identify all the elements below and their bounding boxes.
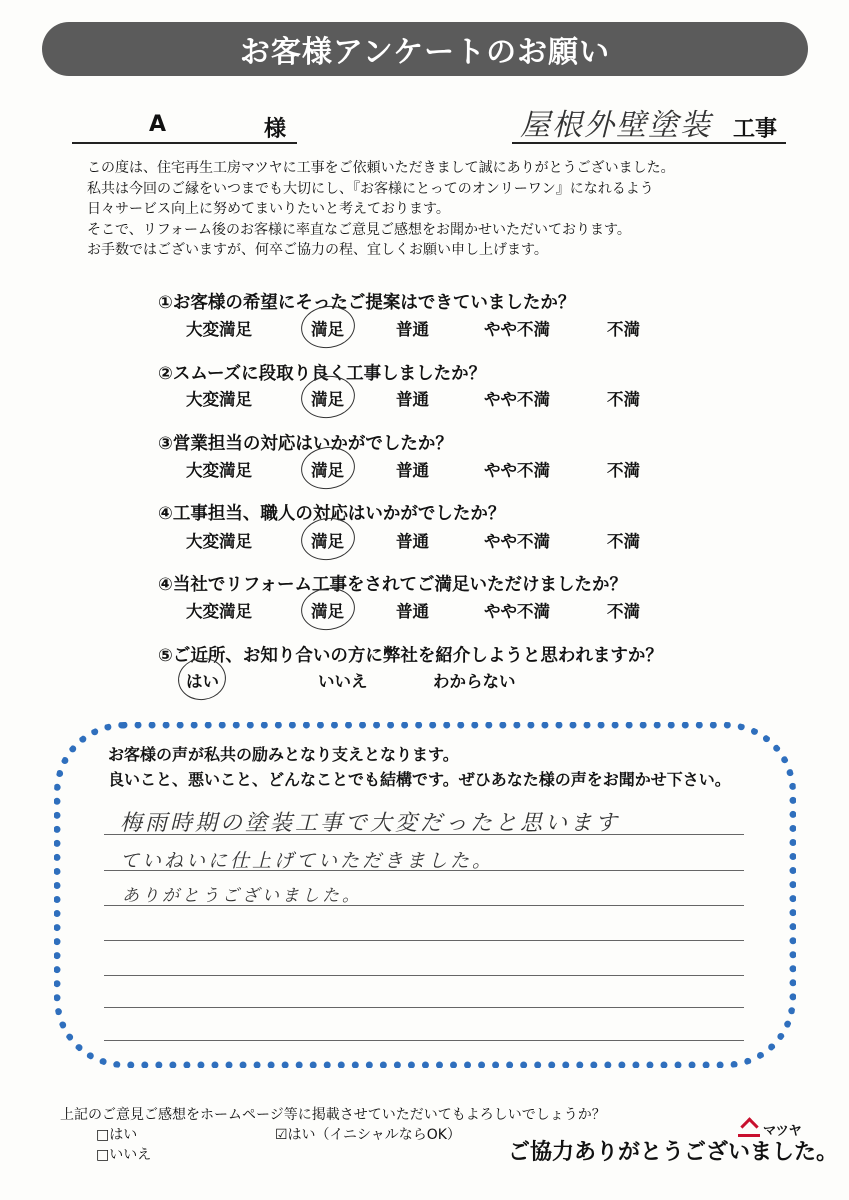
q5-option-normal[interactable]: 普通	[396, 602, 429, 621]
q2-option-satisfied[interactable]: 満足	[311, 390, 344, 409]
q3-option-satisfied[interactable]: 満足	[311, 461, 344, 480]
consent-initials-checkbox[interactable]: ☑はい（イニシャルならOK）	[275, 1127, 461, 1143]
q1-option-satisfied[interactable]: 満足	[311, 320, 344, 339]
intro-text	[87, 158, 807, 261]
q5-option-very-satisfied[interactable]: 大変満足	[186, 602, 252, 621]
question-referral: ⑤ご近所、お知り合いの方に弊社を紹介しようと思われますか？	[158, 646, 663, 666]
q3-option-dissatisfied[interactable]: 不満	[607, 461, 640, 480]
ruled-line	[104, 1040, 744, 1041]
q4-option-slightly-dissatisfied[interactable]: やや不満	[484, 532, 550, 551]
handwritten-comment-line: ありがとうございました。	[122, 886, 362, 906]
q2-option-very-satisfied[interactable]: 大変満足	[186, 390, 252, 409]
thank-you-message: ご協力ありがとうございました。	[508, 1140, 839, 1165]
question-3: ③営業担当の対応はいかがでしたか？	[158, 434, 453, 454]
question-5: ④当社でリフォーム工事をされてご満足いただけましたか？	[158, 575, 627, 595]
voice-heading-2: 良いこと、悪いこと、どんなことでも結構です。ぜひあなた様の声をお聞かせ下さい。	[108, 770, 731, 789]
q3-option-slightly-dissatisfied[interactable]: やや不満	[484, 461, 550, 480]
publication-consent-question: 上記のご意見ご感想をホームページ等に掲載させていただいてもよろしいでしょうか？	[60, 1107, 606, 1123]
question-2: ②スムーズに段取り良く工事しましたか？	[158, 364, 487, 384]
q1-option-normal[interactable]: 普通	[396, 320, 429, 339]
q4-option-satisfied[interactable]: 満足	[311, 532, 344, 551]
customer-name: A	[149, 112, 167, 137]
intro-line: 私共は今回のご縁をいつまでも大切にし、『お客様にとってのオンリーワン』になれるよう	[87, 180, 654, 197]
q1-option-very-satisfied[interactable]: 大変満足	[186, 320, 252, 339]
q3-option-very-satisfied[interactable]: 大変満足	[186, 461, 252, 480]
title-banner	[42, 22, 808, 76]
intro-line: そこで、リフォーム後のお客様に率直なご意見ご感想をお聞かせいただいております。	[87, 221, 631, 238]
logo-text: マツヤ	[763, 1124, 802, 1139]
customer-honorific: 様	[264, 117, 287, 142]
q2-option-dissatisfied[interactable]: 不満	[607, 390, 640, 409]
q4-option-normal[interactable]: 普通	[396, 532, 429, 551]
work-type-handwritten: 屋根外壁塗装	[520, 108, 712, 143]
work-type-label: 工事	[733, 117, 778, 142]
handwritten-comment-line: ていねいに仕上げていただきました。	[120, 850, 495, 872]
referral-option-yes[interactable]: はい	[186, 672, 219, 691]
q1-option-dissatisfied[interactable]: 不満	[607, 320, 640, 339]
ruled-line	[104, 940, 744, 941]
intro-line: お手数ではございますが、何卒ご協力の程、宜しくお願い申し上げます。	[87, 242, 548, 258]
q5-option-satisfied[interactable]: 満足	[311, 602, 344, 621]
referral-option-unknown[interactable]: わからない	[433, 672, 516, 691]
question-1: ①お客様の希望にそったご提案はできていましたか？	[158, 293, 576, 313]
question-4: ④工事担当、職人の対応はいかがでしたか？	[158, 504, 506, 524]
q5-option-slightly-dissatisfied[interactable]: やや不満	[484, 602, 550, 621]
q3-option-normal[interactable]: 普通	[396, 461, 429, 480]
q2-option-normal[interactable]: 普通	[396, 390, 429, 409]
q2-option-slightly-dissatisfied[interactable]: やや不満	[484, 390, 550, 409]
handwritten-comment-line: 梅雨時期の塗装工事で大変だったと思います	[120, 811, 621, 836]
q1-option-slightly-dissatisfied[interactable]: やや不満	[484, 320, 550, 339]
q5-option-dissatisfied[interactable]: 不満	[607, 602, 640, 621]
voice-heading-1: お客様の声が私共の励みとなり支えとなります。	[108, 745, 459, 764]
consent-no-checkbox[interactable]: □いいえ	[96, 1147, 152, 1163]
intro-line: この度は、住宅再生工房マツヤに工事をご依頼いただきまして誠にありがとうございました。	[87, 160, 675, 176]
ruled-line	[104, 975, 744, 976]
intro-line: 日々サービス向上に努めてまいりたいと考えております。	[87, 201, 450, 217]
consent-yes-checkbox[interactable]: □はい	[96, 1127, 138, 1143]
referral-option-no[interactable]: いいえ	[318, 672, 368, 691]
q4-option-dissatisfied[interactable]: 不満	[607, 532, 640, 551]
ruled-line	[104, 1007, 744, 1008]
page-title: お客様アンケートのお願い	[239, 35, 611, 70]
q4-option-very-satisfied[interactable]: 大変満足	[186, 532, 252, 551]
